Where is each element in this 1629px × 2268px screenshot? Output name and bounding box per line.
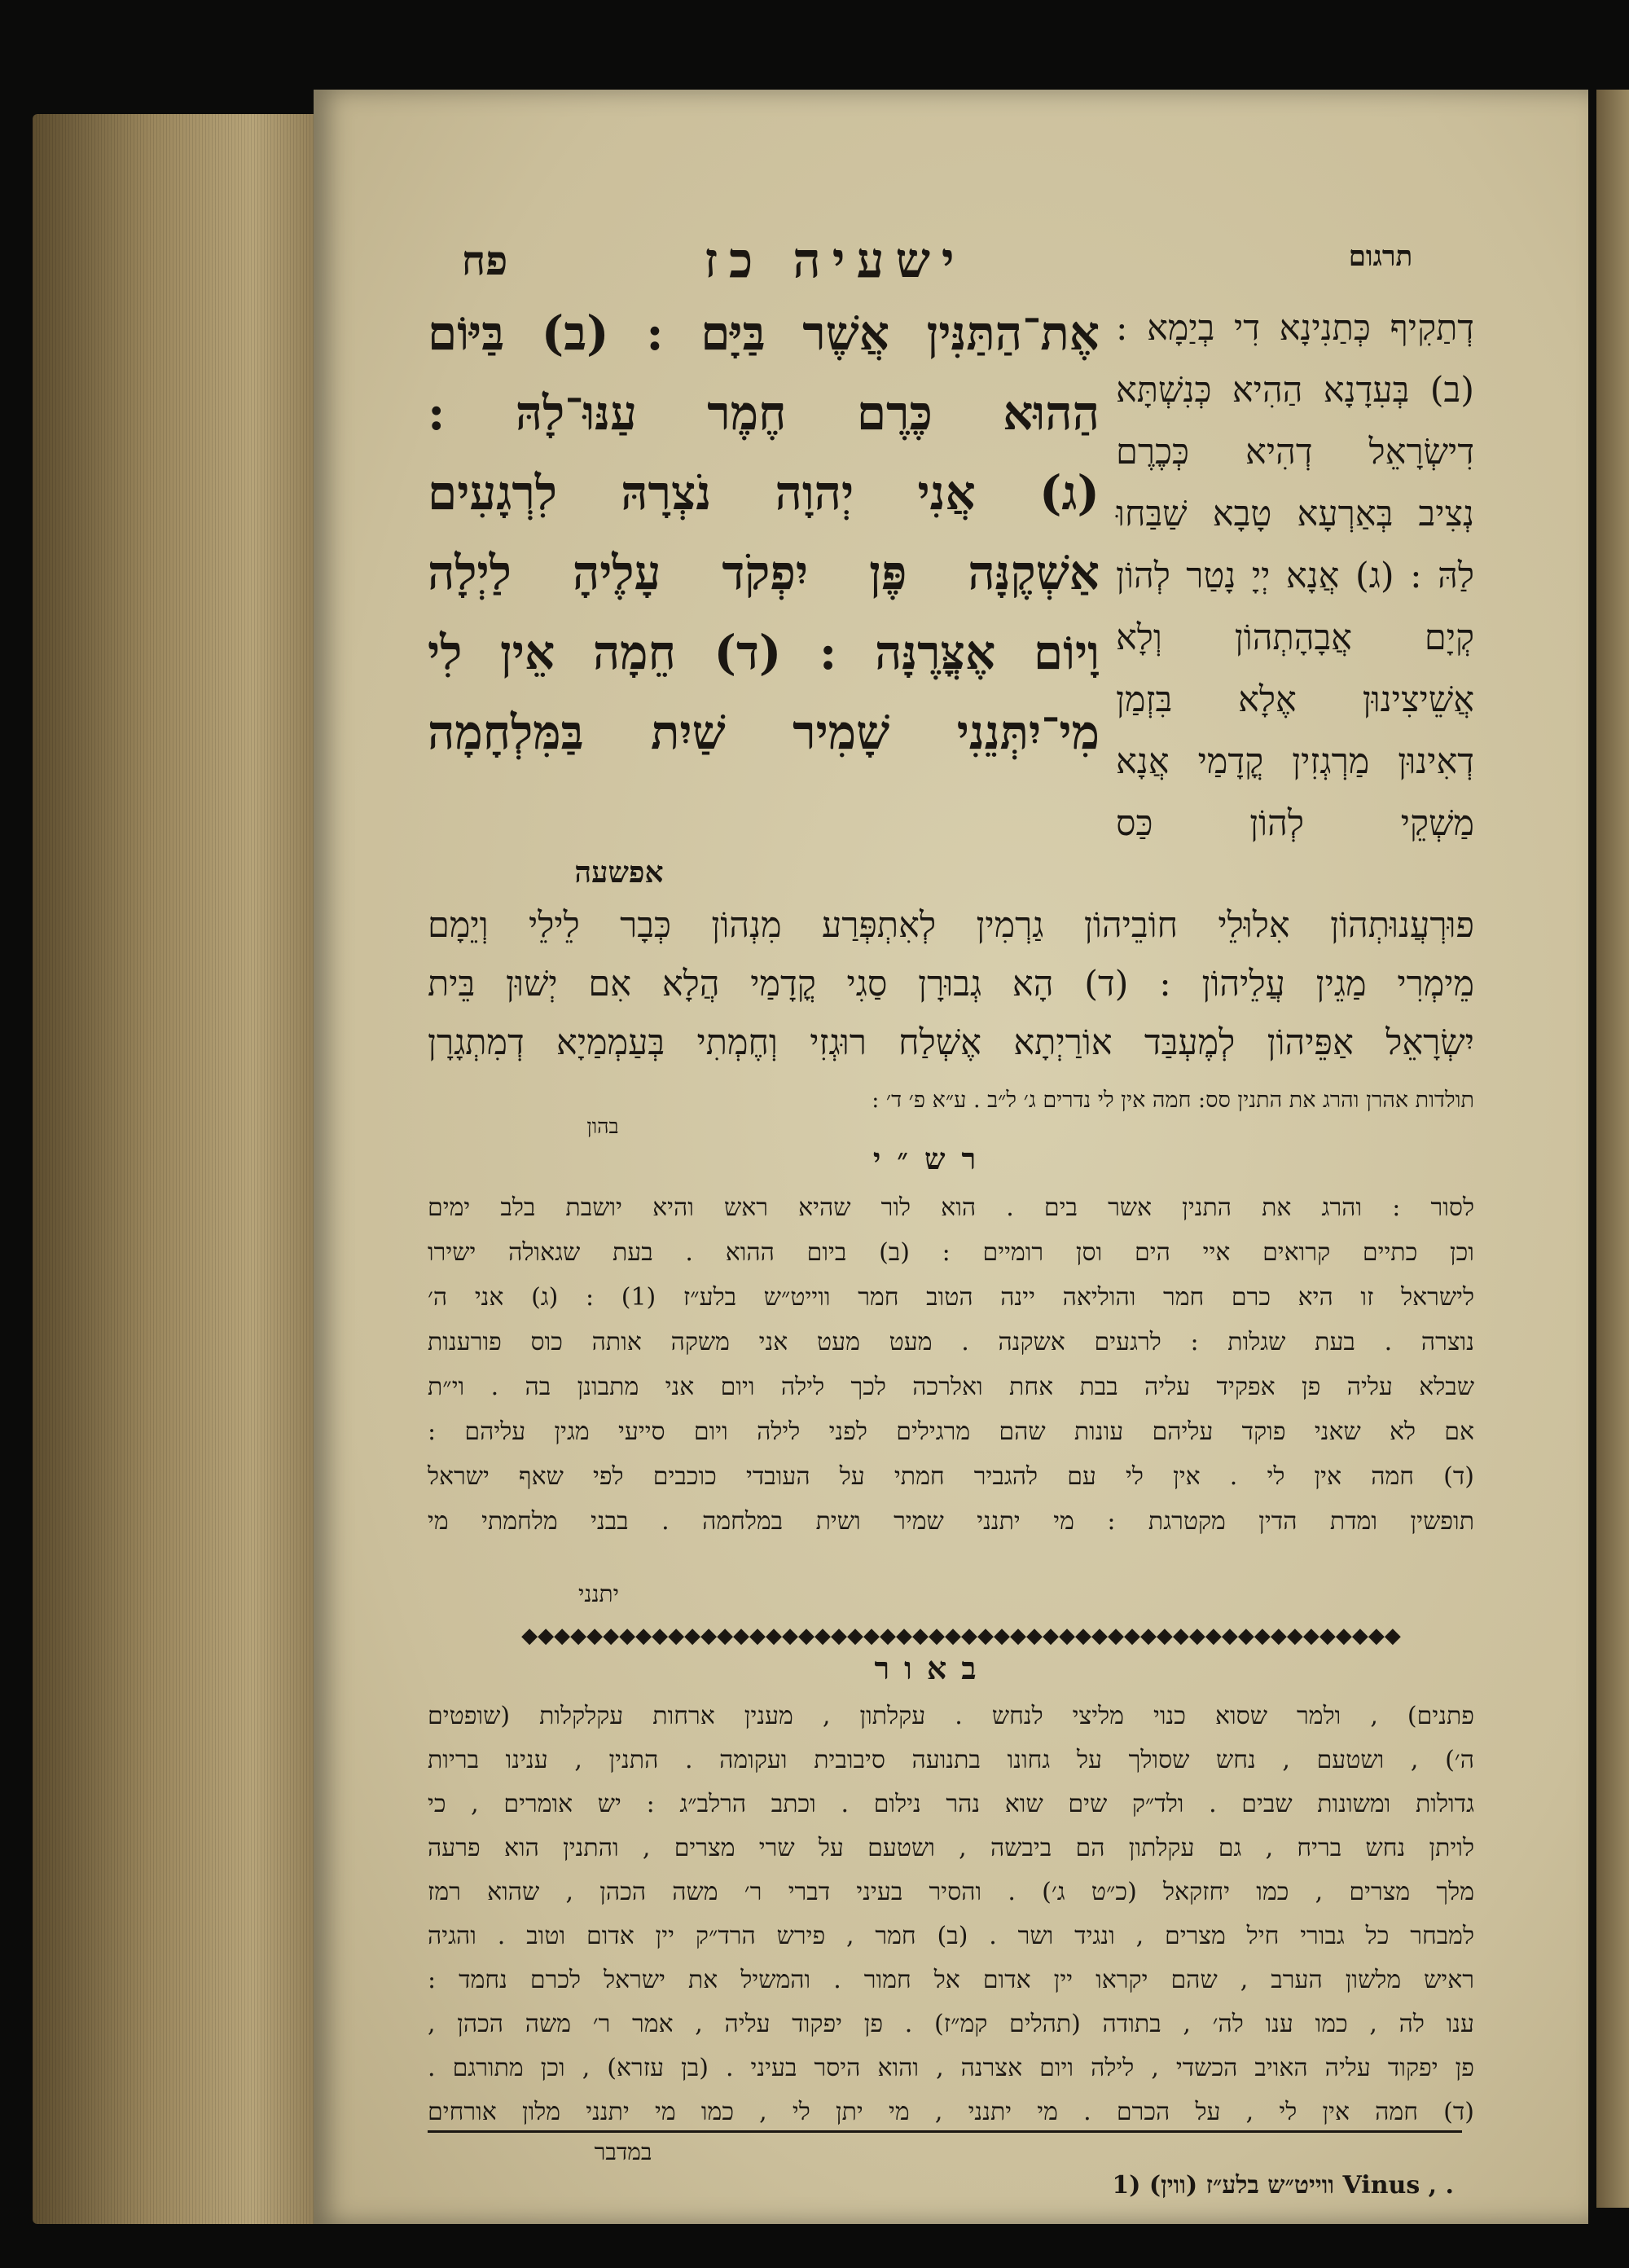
scripture-line: וָיוֹם אֶצֳּרֶנָּה : (ד) חֵמָה אֵין לִי (428, 625, 1100, 680)
scripture-catchword: אפשעה (574, 855, 664, 890)
targum-line: נְצִיב בְּאַרְעָא טָבָא שַׁבַּחוּ (1116, 494, 1474, 534)
targum-line: (ב) בְּעִדָנָא הַהִיא כְּנִשְׁתָּא (1116, 370, 1474, 411)
rashi-commentary (428, 1185, 1474, 1544)
rashi-line: לסור : והרג את התנין אשר בים . הוא לור שהיא ראש והיא יושבת בלב ימים (428, 1193, 1474, 1222)
targum-line: לַהּ : (ג) אֲנָא יְיָ נָטַר לְהוֹן (1116, 556, 1474, 596)
scripture-column (428, 293, 1100, 772)
ornamental-divider: ◆◆◆◆◆◆◆◆◆◆◆◆◆◆◆◆◆◆◆◆◆◆◆◆◆◆◆◆◆◆◆◆◆◆◆◆◆◆◆◆◆◆◆◆◆◆◆◆◆◆◆◆◆◆ (521, 1624, 1401, 1648)
biur-line: למבחר כל גבורי חיל מצרים , ונגיד ושר . (ב) חמר , פירש הרד״ק יין אדום וטוב . והגיה (428, 1922, 1474, 1950)
biur-line: ענו לה , כמו ענו לה׳ , בתודה (תהלים קמ״ז) . פן יפקוד עליה , אמר ר׳ משה הכהן , (428, 2010, 1474, 2038)
rashi-line: אם לא שאני פוקד עליהם עונות שהם מרגילים לפני לילה ויום סייעי מגין עליהם : (428, 1418, 1474, 1446)
rashi-line: לישראל זו היא כרם חמר והוליאה יינה הטוב חמר ווייט״ש בלע״ז (1) : (ג) אני ה׳ (428, 1283, 1475, 1312)
rashi-catchword: יתנני (578, 1580, 619, 1607)
biur-line: ה׳) , ושטעם , נחש שסולך על גחונו בתנועה סיבובית ועקומה . התנין , ענינו בריות (428, 1746, 1474, 1774)
facing-page-edge (1596, 90, 1629, 2208)
targum-full-width (428, 896, 1474, 1072)
biur-commentary (428, 1694, 1474, 2134)
rashi-line: תופשין ומדת הדין מקטרגת : מי יתנני שמיר ושית במלחמה . בבני מלחמתי מי (428, 1507, 1474, 1536)
scripture-line: (ג) אֲנִי יְהוָה נֹצְרָהּ לִרְגָעִים (428, 465, 1100, 521)
footnote: 1) ווייט״ש בלע״ז (ווין) Vinus , . (1112, 2171, 1454, 2200)
book-page (314, 90, 1588, 2224)
targum-line: דְאִינוּן מַרְגְזִין קֳדָמַי אֲנָא (1116, 741, 1474, 782)
header-page-number: פח (461, 236, 508, 284)
targum-line: מַשְׁקֵי לְהוֹן כַּס (1116, 803, 1474, 844)
rashi-line: נוצרה . בעת שגלות : לרגעים אשקנה . מעט מעט אני משקה אותה כוס פורענות (428, 1328, 1474, 1356)
biur-line: ראיש מלשון הערב , שהם יקראו יין אדום אל חמור . והמשיל את ישראל לכרם נחמד : (428, 1966, 1474, 1994)
biur-catchword: במדבר (594, 2138, 652, 2165)
biur-line: (ד) חמה אין לי , על הכרם . מי יתנני , מי יתן לי , כמו מי יתנני מלון אורחים (428, 2098, 1475, 2126)
scripture-line: מִי־יִתְּנֵנִי שָׁמִיר שַׁיִת בַּמִּלְחָמָה (428, 705, 1100, 760)
targum-line: דִישְׂרָאֵל דְהִיא כְּכֶרֶם (1116, 432, 1474, 472)
rashi-line: וכן כתיים קרואים איי הים וסן רומיים : (ב) ביום ההוא . בעת שגאולה ישירו (428, 1238, 1474, 1267)
scripture-line: אֶת־הַתַּנִּין אֲשֶׁר בַּיָּם : (ב) בַּיּוֹם (428, 305, 1100, 361)
scripture-line: הַהוּא כֶּרֶם חֶמֶר עַנּוּ־לָהּ : (428, 385, 1100, 441)
targum-line: קְיָם אֲבָהָתְהוֹן וְלָא (1116, 618, 1474, 658)
masorah-catchword: בהון (586, 1114, 619, 1138)
rashi-line: (ד) חמה אין לי . אין לי עם להגביר חמתי על העובדי כוכבים לפי שאף ישראל (428, 1462, 1474, 1491)
biur-line: פן יפקוד עליה האויב הכשדי , לילה ויום אצרנה , והוא היסר בעיני . (בן עזרא) , וכן מתורגם . (428, 2054, 1474, 2082)
header-book-title: ישעיה כז (704, 232, 966, 289)
masorah-note: תולדות אהרן והרג את התנין סס: חמה אין לי נדרים ג׳ ל״ב . ע״א פ׳ ד׳ : (872, 1088, 1474, 1113)
header-section-label: תרגום (1348, 240, 1413, 273)
biur-heading: באור (874, 1650, 991, 1686)
footnote-rule (428, 2130, 1462, 2133)
biur-line: לויתן נחש בריח , גם עקלתון הם ביבשה , ושטעם על שרי מצרים , והתנין הוא פרעה (428, 1834, 1474, 1862)
targum-line: אֲשֵׁיצִינוּן אֶלָא בִּזְמַן (1116, 679, 1474, 720)
rashi-line: שבלא עליה פן אפקיד עליה בבת אחת ואלרכה לכך לילה ויום אני מתבונן בה . וי״ת (428, 1373, 1474, 1401)
targum-wide-line: מֵימְרִי מַגֵין עֲלֵיהוֹן : (ד) הָא גְבוּרָן סַגִי קֳדָמַי הֲלָא אִם יְשׁוּן בֵּית (428, 964, 1474, 1004)
biur-line: פתנים) , ולמר שסוא כנוי מליצי לנחש . עקלתון , מענין ארחות עקלקלות (שופטים (428, 1702, 1474, 1730)
rashi-heading: רש״י (872, 1142, 993, 1176)
targum-column (1116, 297, 1474, 855)
biur-line: גדולות ומשונות שבים . ולד״ק שים שוא נהר נילום . וכתב הרלב״ג : יש אומרים , כי (428, 1790, 1474, 1818)
scripture-line: אַשְׁקֶנָּה פֶּן יִפְקֹד עָלֶיהָ לַיְלָה (428, 545, 1100, 600)
targum-wide-line: יִשְׂרָאֵל אַפֵּיהוֹן לְמֶעְבַּד אוֹרַיְתָא אֶשְׁלַח רוּגְזִי וְחֶמְתִי בְּעַמְמַיָא דְמִתְגָרָן (428, 1022, 1474, 1063)
targum-wide-line: פוּרְעֲנוּתְהוֹן אִלוּלֵי חוֹבֵיהוֹן גַרְמִין לְאִתְפְּרַע מִנְהוֹן כְּבָר לֵילֵי וְיֵמָם (428, 905, 1474, 946)
book-fore-edge (33, 114, 326, 2224)
targum-line: דְתַקִיף כְּתַנִינָא דִי בְיַמָא : (1116, 308, 1474, 349)
biur-line: מלך מצרים , כמו יחזקאל (כ״ט ג׳) . והסיר בעיני דברי ר׳ משה הכהן , שהוא רמז (428, 1878, 1474, 1906)
